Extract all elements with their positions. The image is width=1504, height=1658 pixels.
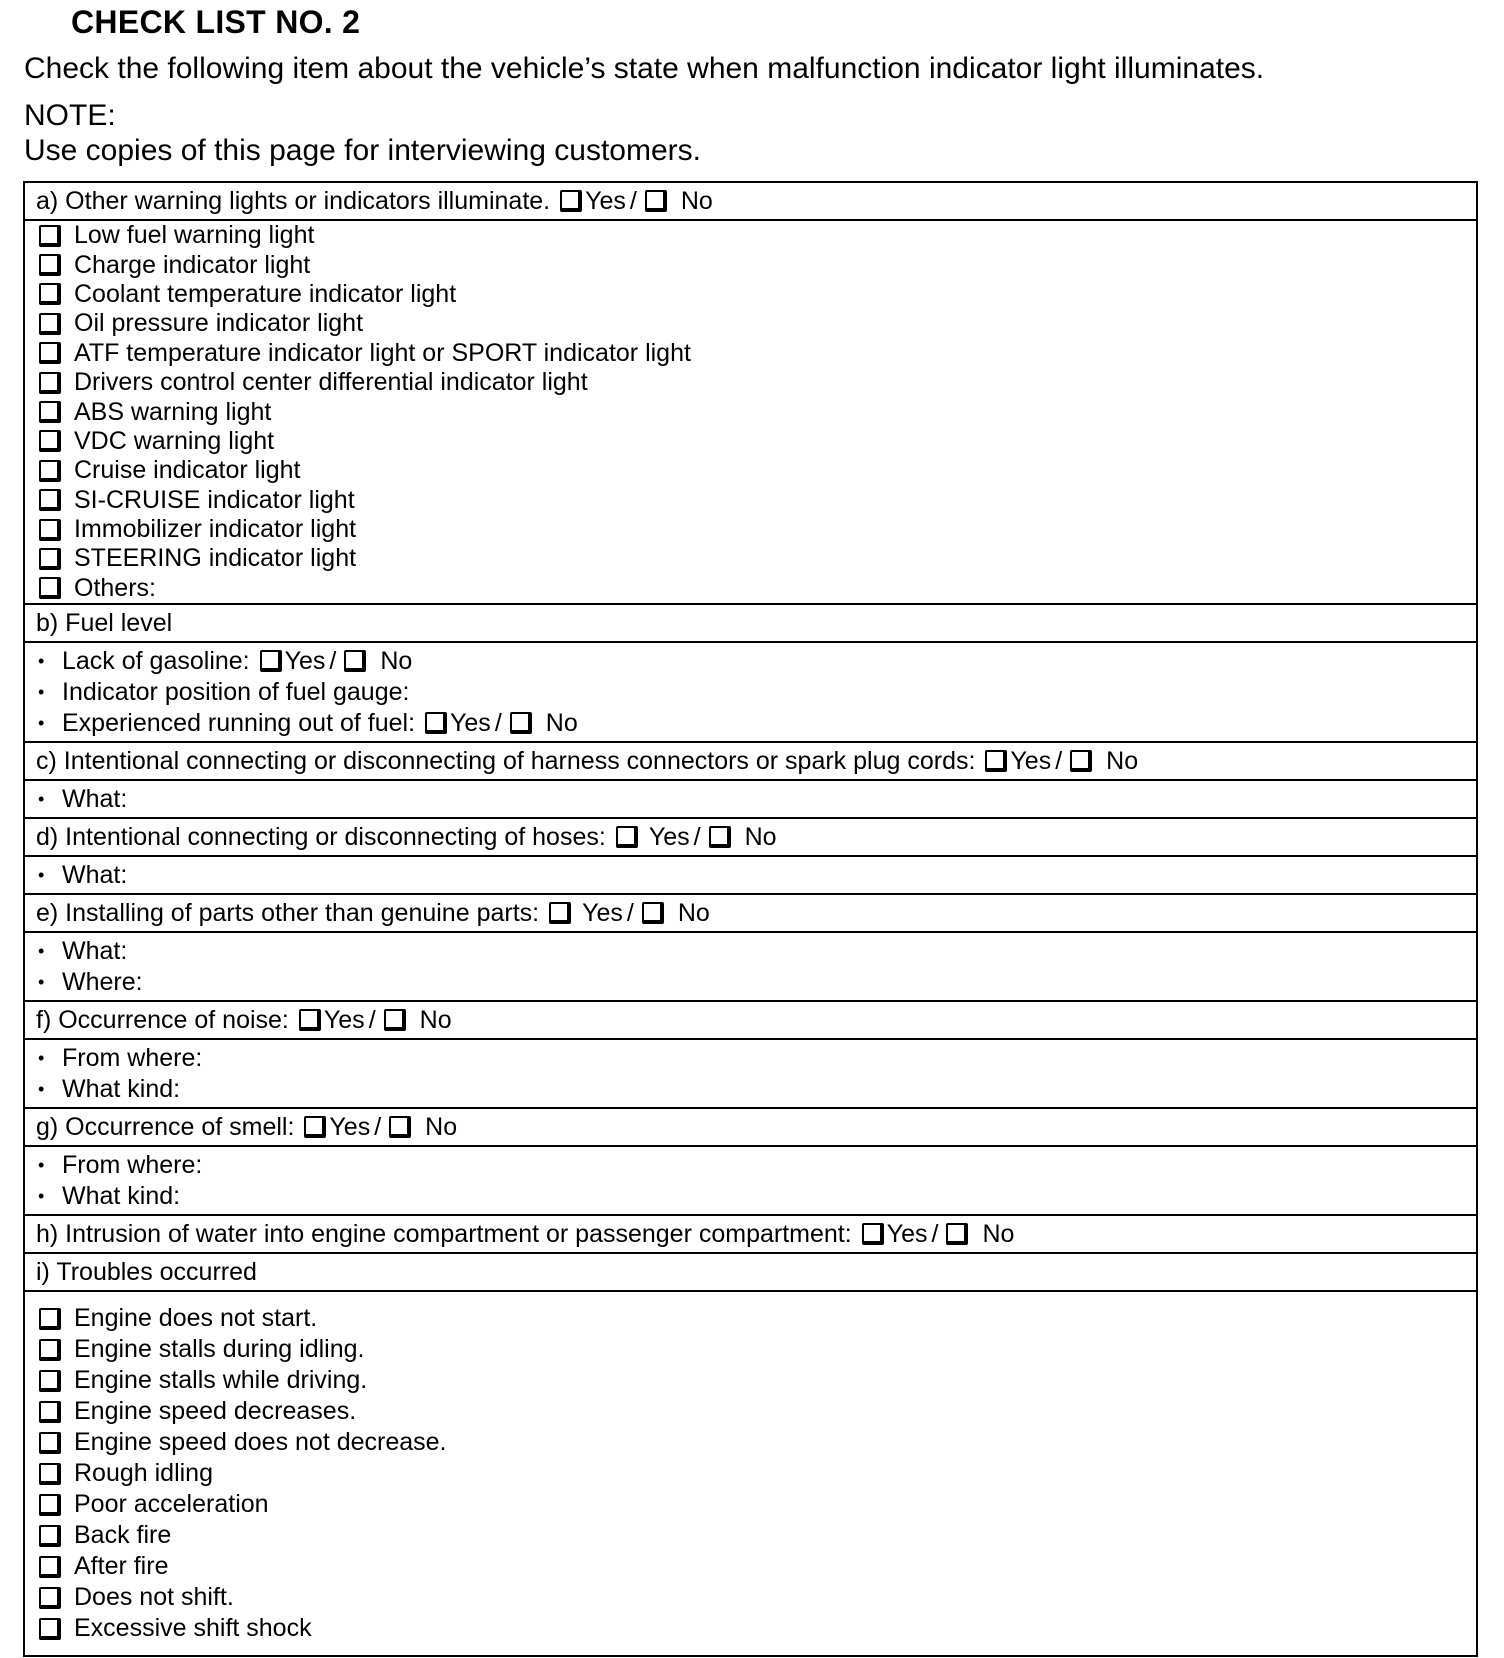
- list-item: [36, 1458, 1476, 1489]
- list-item: [36, 1334, 1476, 1365]
- item-label: Cruise indicator light: [74, 456, 301, 485]
- list-item: [36, 339, 1476, 368]
- item-label: Engine stalls during idling.: [74, 1335, 365, 1363]
- item-label: Coolant temperature indicator light: [74, 279, 457, 308]
- section-a-header: [25, 183, 1476, 221]
- yes-no-group: [616, 823, 777, 852]
- bullet: •: [38, 788, 45, 809]
- list-item: [36, 397, 1476, 426]
- item-label: Others:: [74, 573, 156, 602]
- item-label: ABS warning light: [74, 397, 272, 426]
- yes-checkbox[interactable]: [549, 902, 571, 924]
- item-label: Charge indicator light: [74, 250, 311, 279]
- list-item: [36, 309, 1476, 338]
- separator-slash: /: [629, 186, 637, 215]
- yes-checkbox[interactable]: [260, 650, 282, 672]
- bullet: •: [38, 1047, 45, 1068]
- separator-slash: /: [693, 822, 701, 851]
- yes-no-group: [304, 1113, 457, 1142]
- instructions-text: Check the following item about the vehicle’s state when malfunction indicator light illuminates.: [24, 52, 1265, 85]
- item-label: STEERING indicator light: [74, 544, 357, 573]
- section-a-list: [25, 221, 1476, 605]
- item-label: Poor acceleration: [74, 1490, 269, 1518]
- yes-label: Yes: [329, 1112, 371, 1141]
- checkbox[interactable]: [39, 372, 61, 394]
- list-item: [36, 1520, 1476, 1551]
- item-label: Engine speed decreases.: [74, 1397, 357, 1425]
- checkbox[interactable]: [39, 1494, 61, 1516]
- what-label: What:: [62, 860, 128, 889]
- no-checkbox[interactable]: [344, 650, 366, 672]
- separator-slash: /: [931, 1219, 939, 1248]
- checkbox[interactable]: [39, 401, 61, 423]
- list-item: [36, 1365, 1476, 1396]
- list-item: [36, 646, 1476, 677]
- section-e-details: [25, 933, 1476, 1002]
- no-checkbox[interactable]: [1070, 750, 1092, 772]
- bullet: •: [38, 1078, 45, 1099]
- section-i-list: [25, 1292, 1476, 1655]
- what-label: What:: [62, 936, 128, 965]
- section-c-details: [25, 781, 1476, 819]
- list-item: [36, 427, 1476, 456]
- yes-no-group: [985, 747, 1138, 776]
- list-item: [36, 485, 1476, 514]
- checkbox[interactable]: [39, 1339, 61, 1361]
- checkbox[interactable]: [39, 1308, 61, 1330]
- bullet: •: [38, 1185, 45, 1206]
- yes-checkbox[interactable]: [304, 1116, 326, 1138]
- separator-slash: /: [374, 1112, 382, 1141]
- section-b-header: [25, 605, 1476, 643]
- list-item: [36, 456, 1476, 485]
- item-label: ATF temperature indicator light or SPORT indicator light: [74, 338, 691, 367]
- no-checkbox[interactable]: [642, 902, 664, 924]
- where-label: Where:: [62, 967, 143, 996]
- ran-out-of-fuel-label: Experienced running out of fuel:: [62, 708, 416, 737]
- item-label: Does not shift.: [74, 1583, 234, 1611]
- section-g-details: [25, 1147, 1476, 1216]
- checkbox[interactable]: [39, 548, 61, 570]
- no-checkbox[interactable]: [384, 1009, 406, 1031]
- list-item: [36, 1396, 1476, 1427]
- no-checkbox[interactable]: [946, 1223, 968, 1245]
- list-item: [36, 1043, 1476, 1074]
- yes-label: Yes: [648, 822, 690, 851]
- note-label: NOTE:: [24, 99, 116, 132]
- list-item: [36, 677, 1476, 708]
- list-item: [36, 368, 1476, 397]
- no-label: No: [545, 708, 578, 737]
- checkbox[interactable]: [39, 1525, 61, 1547]
- separator-slash: /: [329, 646, 337, 675]
- from-where-label: From where:: [62, 1043, 203, 1072]
- page-title: CHECK LIST NO. 2: [71, 4, 361, 40]
- item-label: Immobilizer indicator light: [74, 515, 357, 544]
- list-item: [36, 1181, 1476, 1212]
- no-label: No: [982, 1219, 1015, 1248]
- list-item: [36, 515, 1476, 544]
- bullet: •: [38, 940, 45, 961]
- checkbox[interactable]: [39, 460, 61, 482]
- list-item: [36, 784, 1476, 815]
- checkbox[interactable]: [39, 1556, 61, 1578]
- section-g-header: [25, 1109, 1476, 1147]
- section-b-details: [25, 643, 1476, 743]
- section-d-label: d) Intentional connecting or disconnecting of hoses:: [36, 822, 606, 851]
- item-label: Low fuel warning light: [74, 221, 315, 250]
- section-i-label: i) Troubles occurred: [36, 1257, 257, 1286]
- bullet: •: [38, 971, 45, 992]
- list-item: [36, 1551, 1476, 1582]
- what-kind-label: What kind:: [62, 1074, 181, 1103]
- yes-label: Yes: [886, 1219, 928, 1248]
- section-h-header: [25, 1216, 1476, 1254]
- section-i-header: [25, 1254, 1476, 1292]
- item-label: Excessive shift shock: [74, 1614, 312, 1642]
- no-checkbox[interactable]: [510, 712, 532, 734]
- yes-no-group: [260, 647, 413, 676]
- yes-checkbox[interactable]: [299, 1009, 321, 1031]
- section-b-label: b) Fuel level: [36, 608, 173, 637]
- list-item: [36, 1150, 1476, 1181]
- yes-no-group: [425, 709, 578, 738]
- section-f-details: [25, 1040, 1476, 1109]
- section-c-header: [25, 743, 1476, 781]
- separator-slash: /: [494, 708, 502, 737]
- yes-no-group: [862, 1220, 1015, 1249]
- section-d-details: [25, 857, 1476, 895]
- no-checkbox[interactable]: [709, 826, 731, 848]
- what-kind-label: What kind:: [62, 1181, 181, 1210]
- list-item: [36, 1074, 1476, 1105]
- separator-slash: /: [1055, 746, 1063, 775]
- yes-label: Yes: [585, 186, 626, 215]
- item-label: Engine does not start.: [74, 1304, 318, 1332]
- list-item: [36, 221, 1476, 250]
- item-label: Rough idling: [74, 1459, 213, 1487]
- checkbox[interactable]: [39, 1463, 61, 1485]
- yes-label: Yes: [323, 1005, 365, 1034]
- list-item: [36, 967, 1476, 998]
- list-item: [36, 936, 1476, 967]
- item-label: VDC warning light: [74, 426, 275, 455]
- section-d-header: [25, 819, 1476, 857]
- yes-label: Yes: [582, 898, 623, 927]
- checkbox[interactable]: [39, 283, 61, 305]
- item-label: Drivers control center differential indicator light: [74, 368, 588, 397]
- checkbox[interactable]: [39, 430, 61, 452]
- yes-checkbox[interactable]: [425, 712, 447, 734]
- list-item: [36, 574, 1476, 603]
- yes-no-group: [299, 1006, 452, 1035]
- no-checkbox[interactable]: [645, 190, 667, 212]
- list-item: [36, 250, 1476, 279]
- section-g-label: g) Occurrence of smell:: [36, 1112, 295, 1141]
- checkbox[interactable]: [39, 225, 61, 247]
- list-item: [36, 544, 1476, 573]
- yes-no-group: [560, 187, 713, 216]
- checkbox[interactable]: [39, 254, 61, 276]
- checkbox[interactable]: [39, 519, 61, 541]
- bullet: •: [38, 712, 45, 733]
- list-item: [36, 1489, 1476, 1520]
- section-c-label: c) Intentional connecting or disconnecting of harness connectors or spark plug cords:: [36, 746, 976, 775]
- no-label: No: [1106, 746, 1139, 775]
- checkbox[interactable]: [39, 577, 61, 599]
- item-label: SI-CRUISE indicator light: [74, 485, 355, 514]
- no-checkbox[interactable]: [389, 1116, 411, 1138]
- checkbox[interactable]: [39, 489, 61, 511]
- no-label: No: [380, 646, 413, 675]
- yes-checkbox[interactable]: [862, 1223, 884, 1245]
- separator-slash: /: [368, 1005, 376, 1034]
- no-label: No: [419, 1005, 452, 1034]
- section-h-label: h) Intrusion of water into engine compartment or passenger compartment:: [36, 1219, 852, 1248]
- no-label: No: [744, 822, 777, 851]
- yes-checkbox[interactable]: [616, 826, 638, 848]
- list-item: [36, 860, 1476, 891]
- yes-no-group: [549, 899, 710, 928]
- checklist-form: [23, 181, 1478, 1657]
- note-text: Use copies of this page for interviewing customers.: [24, 134, 701, 167]
- what-label: What:: [62, 784, 128, 813]
- no-label: No: [425, 1112, 458, 1141]
- list-item: [36, 280, 1476, 309]
- checkbox[interactable]: [39, 1432, 61, 1454]
- yes-checkbox[interactable]: [560, 190, 582, 212]
- checkbox[interactable]: [39, 313, 61, 335]
- section-f-label: f) Occurrence of noise:: [36, 1005, 289, 1034]
- item-label: Back fire: [74, 1521, 172, 1549]
- section-f-header: [25, 1002, 1476, 1040]
- bullet: •: [38, 864, 45, 885]
- yes-label: Yes: [450, 708, 491, 737]
- no-label: No: [677, 898, 710, 927]
- list-item: [36, 1613, 1476, 1644]
- bullet: •: [38, 681, 45, 702]
- item-label: Engine speed does not decrease.: [74, 1428, 447, 1456]
- item-label: Engine stalls while driving.: [74, 1366, 368, 1394]
- list-item: [36, 1303, 1476, 1334]
- from-where-label: From where:: [62, 1150, 203, 1179]
- checkbox[interactable]: [39, 1618, 61, 1640]
- list-item: [36, 1427, 1476, 1458]
- yes-label: Yes: [284, 646, 326, 675]
- no-label: No: [680, 186, 713, 215]
- checkbox[interactable]: [39, 342, 61, 364]
- list-item: [36, 1582, 1476, 1613]
- separator-slash: /: [626, 898, 634, 927]
- bullet: •: [38, 1154, 45, 1175]
- yes-checkbox[interactable]: [985, 750, 1007, 772]
- section-a-label: a) Other warning lights or indicators illuminate.: [36, 186, 551, 215]
- checkbox[interactable]: [39, 1401, 61, 1423]
- section-e-label: e) Installing of parts other than genuine parts:: [36, 898, 540, 927]
- fuel-gauge-label: Indicator position of fuel gauge:: [62, 677, 410, 706]
- item-label: Oil pressure indicator light: [74, 309, 364, 338]
- bullet: •: [38, 650, 45, 671]
- lack-of-gasoline-label: Lack of gasoline:: [62, 646, 250, 675]
- list-item: [36, 708, 1476, 739]
- item-label: After fire: [74, 1552, 169, 1580]
- checkbox[interactable]: [39, 1587, 61, 1609]
- yes-label: Yes: [1010, 746, 1052, 775]
- section-e-header: [25, 895, 1476, 933]
- checkbox[interactable]: [39, 1370, 61, 1392]
